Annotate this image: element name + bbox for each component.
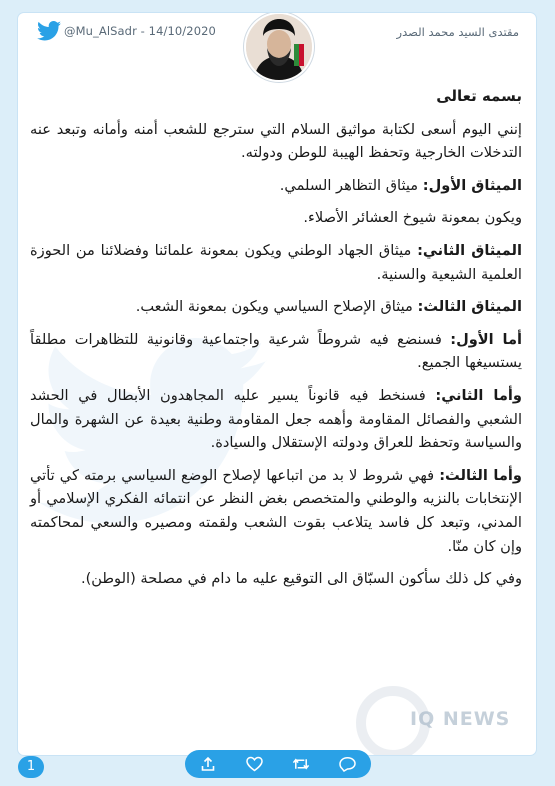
- charter-3-label: الميثاق الثالث:: [417, 298, 522, 316]
- third-label: وأما الثالث:: [439, 466, 522, 484]
- tweet-action-bar: [185, 750, 371, 778]
- retweet-icon[interactable]: [292, 755, 310, 773]
- charter-1-text: ميثاق التظاهر السلمي.: [279, 176, 423, 194]
- charter-2: [30, 239, 522, 286]
- tweet-card: [18, 13, 536, 755]
- charter-2-label: الميثاق الثاني:: [417, 241, 522, 259]
- avatar[interactable]: [246, 14, 312, 80]
- share-icon[interactable]: [199, 755, 217, 773]
- first-paragraph: [30, 328, 522, 375]
- news-watermark-text: IQ NEWS: [410, 708, 511, 730]
- twitter-bird-icon: [37, 21, 61, 41]
- intro-paragraph: إنني اليوم أسعى لكتابة مواثيق السلام التي سترجع للشعب أمنه وأمانه وتبعد عنه التدخلات الخارجية وتحفظ الهيبة للوطن ودولته.: [30, 120, 522, 162]
- tweet-header: [18, 13, 536, 93]
- tweet-handle-date: @Mu_AlSadr - 14/10/2020: [64, 24, 216, 38]
- charter-3-text: ميثاق الإصلاح السياسي ويكون بمعونة الشعب.: [135, 298, 418, 316]
- first-label: أما الأول:: [450, 330, 522, 348]
- charter-1-label: الميثاق الأول:: [422, 176, 522, 194]
- avatar-portrait-icon: [246, 14, 312, 80]
- reply-icon[interactable]: [339, 755, 357, 773]
- second-paragraph: [30, 384, 522, 455]
- tweet-body: [30, 85, 522, 600]
- charter-1-followup: ويكون بمعونة شيوخ العشائر الأصلاء.: [303, 209, 522, 227]
- second-label: وأما الثاني:: [435, 386, 523, 404]
- charter-1: [30, 174, 522, 198]
- like-icon[interactable]: [246, 755, 264, 773]
- third-text: فهي شروط لا بد من اتباعها لإصلاح الوضع السياسي برمته كي تأتي الإنتخابات بالنزيه والوطني والمتخصص بغض النظر عن انتمائه الفكري الإسلامي أو المدني، وتبعد كل فاسد يتلاعب بقوت الشعب ولقمته ومصيره والسعي لمحاكمته وإن كان منّا.: [30, 466, 522, 555]
- opening-line: بسمه تعالى: [436, 87, 522, 105]
- account-name: مقتدى السيد محمد الصدر: [396, 25, 519, 39]
- page-number-badge: 1: [18, 756, 44, 778]
- third-paragraph: [30, 464, 522, 558]
- first-text: فسنضع فيه شروطاً شرعية واجتماعية وقانونية للتظاهرات مطلقاً يستسيغها الجميع.: [30, 330, 522, 372]
- charter-2-text: ميثاق الجهاد الوطني ويكون بمعونة علمائنا وفضلائنا من الحوزة العلمية الشيعية والسنية.: [30, 241, 522, 283]
- second-text: فسنخط فيه قانوناً يسير عليه المجاهدون الأبطال في الحشد الشعبي والفصائل المقاومة وأهمه جعل المقاومة وطنية بعيدة عن الشهرة والمال والسياسة وتحفظ للعراق ودولته الإستقلال والسيادة.: [30, 386, 522, 452]
- closing-paragraph: وفي كل ذلك سأكون السبّاق الى التوقيع عليه ما دام في مصلحة (الوطن).: [80, 570, 522, 588]
- charter-3: [30, 295, 522, 319]
